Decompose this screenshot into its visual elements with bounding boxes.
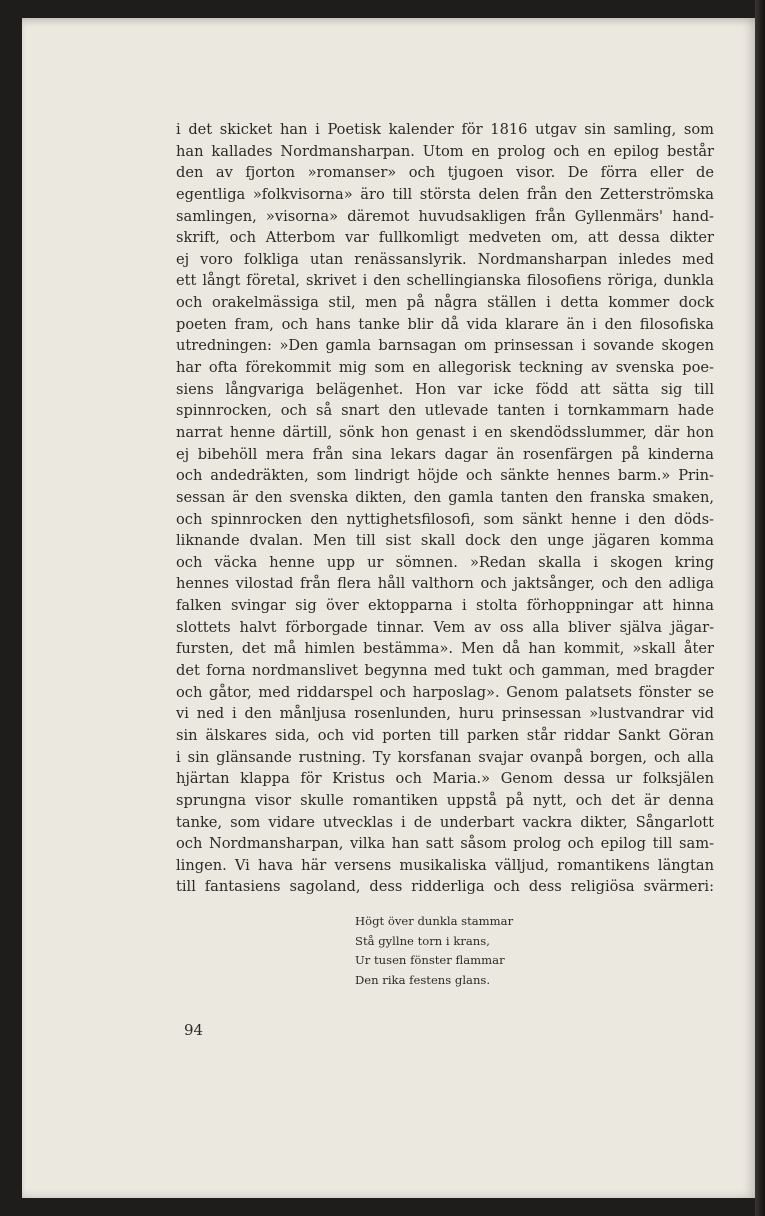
body-line: och andedräkten, som lindrigt höjde och sänkte hennes barm.» Prin-	[176, 467, 714, 485]
body-line: narrat henne därtill, sönk hon genast i en skendödsslummer, där hon	[176, 423, 714, 441]
body-line: egentliga »folkvisorna» äro till största delen från den Zetterströmska	[176, 185, 714, 203]
body-text	[176, 119, 714, 898]
body-line: och Nordmansharpan, vilka han satt såsom prolog och epilog till sam-	[176, 835, 714, 853]
body-line: vi ned i den månljusa rosenlunden, huru prinsessan »lustvandrar vid	[176, 705, 714, 723]
body-line: falken svingar sig över ektopparna i stolta förhoppningar att hinna	[176, 597, 714, 615]
body-line: poeten fram, och hans tanke blir då vida klarare än i den filosofiska	[176, 315, 714, 333]
body-line: och gåtor, med riddarspel och harposlag». Genom palatsets fönster se	[176, 683, 714, 701]
body-line: skrift, och Atterbom var fullkomligt medveten om, att dessa dikter	[176, 229, 714, 247]
body-line: det forna nordmanslivet begynna med tukt och gamman, med bragder	[176, 662, 714, 680]
body-line: slottets halvt förborgade tinnar. Vem av oss alla bliver själva jägar-	[176, 618, 714, 636]
body-line: siens långvariga belägenhet. Hon var icke född att sätta sig till	[176, 380, 714, 398]
poem-line: Stå gyllne torn i krans,	[355, 933, 490, 948]
body-line: sprungna visor skulle romantiken uppstå på nytt, och det är denna	[176, 791, 714, 809]
body-line: han kallades Nordmansharpan. Utom en prolog och en epilog består	[176, 142, 714, 160]
body-line: har ofta förekommit mig som en allegorisk teckning av svenska poe-	[176, 359, 714, 377]
body-line: tanke, som vidare utvecklas i de underbart vackra dikter, Sångarlott	[176, 813, 714, 831]
body-line: ej voro folkliga utan renässanslyrik. Nordmansharpan inledes med	[176, 250, 714, 268]
body-line: till fantasiens sagoland, dess ridderliga och dess religiösa svärmeri:	[176, 878, 714, 896]
body-line: fursten, det må himlen bestämma». Men då han kommit, »skall åter	[176, 640, 714, 658]
body-line: i det skicket han i Poetisk kalender för 1816 utgav sin samling, som	[176, 121, 714, 138]
body-line: utredningen: »Den gamla barnsagan om prinsessan i sovande skogen	[176, 337, 714, 355]
book-page	[22, 18, 757, 1198]
page-edge-shadow	[755, 0, 765, 1216]
poem-line: Ur tusen fönster flammar	[355, 953, 505, 968]
body-line: spinnrocken, och så snart den utlevade tanten i tornkammarn hade	[176, 402, 714, 420]
body-line: lingen. Vi hava här versens musikaliska välljud, romantikens längtan	[176, 856, 714, 874]
body-line: hjärtan klappa för Kristus och Maria.» Genom dessa ur folksjälen	[176, 770, 714, 788]
body-line: hennes vilostad från flera håll valthorn och jaktsånger, och den adliga	[176, 575, 714, 593]
body-line: i sin glänsande rustning. Ty korsfanan svajar ovanpå borgen, och alla	[176, 748, 714, 766]
body-line: ett långt företal, skrivet i den schellingianska filosofiens röriga, dunkla	[176, 272, 714, 290]
body-line: och spinnrocken den nyttighetsfilosofi, som sänkt henne i den döds-	[176, 510, 714, 528]
body-line: liknande dvalan. Men till sist skall dock den unge jägaren komma	[176, 532, 714, 550]
body-line: ej bibehöll mera från sina lekars dagar än rosenfärgen på kinderna	[176, 445, 714, 463]
body-line: sin älskares sida, och vid porten till parken står riddar Sankt Göran	[176, 726, 714, 744]
poem-stanza	[355, 912, 513, 990]
page-number: 94	[184, 1021, 204, 1039]
poem-line: Högt över dunkla stammar	[355, 914, 514, 928]
poem-line: Den rika festens glans.	[355, 972, 491, 987]
body-line: den av fjorton »romanser» och tjugoen visor. De förra eller de	[176, 164, 714, 182]
body-line: samlingen, »visorna» däremot huvudsakligen från Gyllenmärs' hand-	[176, 207, 714, 225]
body-line: sessan är den svenska dikten, den gamla tanten den franska smaken,	[176, 488, 714, 506]
body-line: och orakelmässiga stil, men på några ställen i detta kommer dock	[176, 294, 714, 312]
body-line: och väcka henne upp ur sömnen. »Redan skalla i skogen kring	[176, 553, 714, 571]
